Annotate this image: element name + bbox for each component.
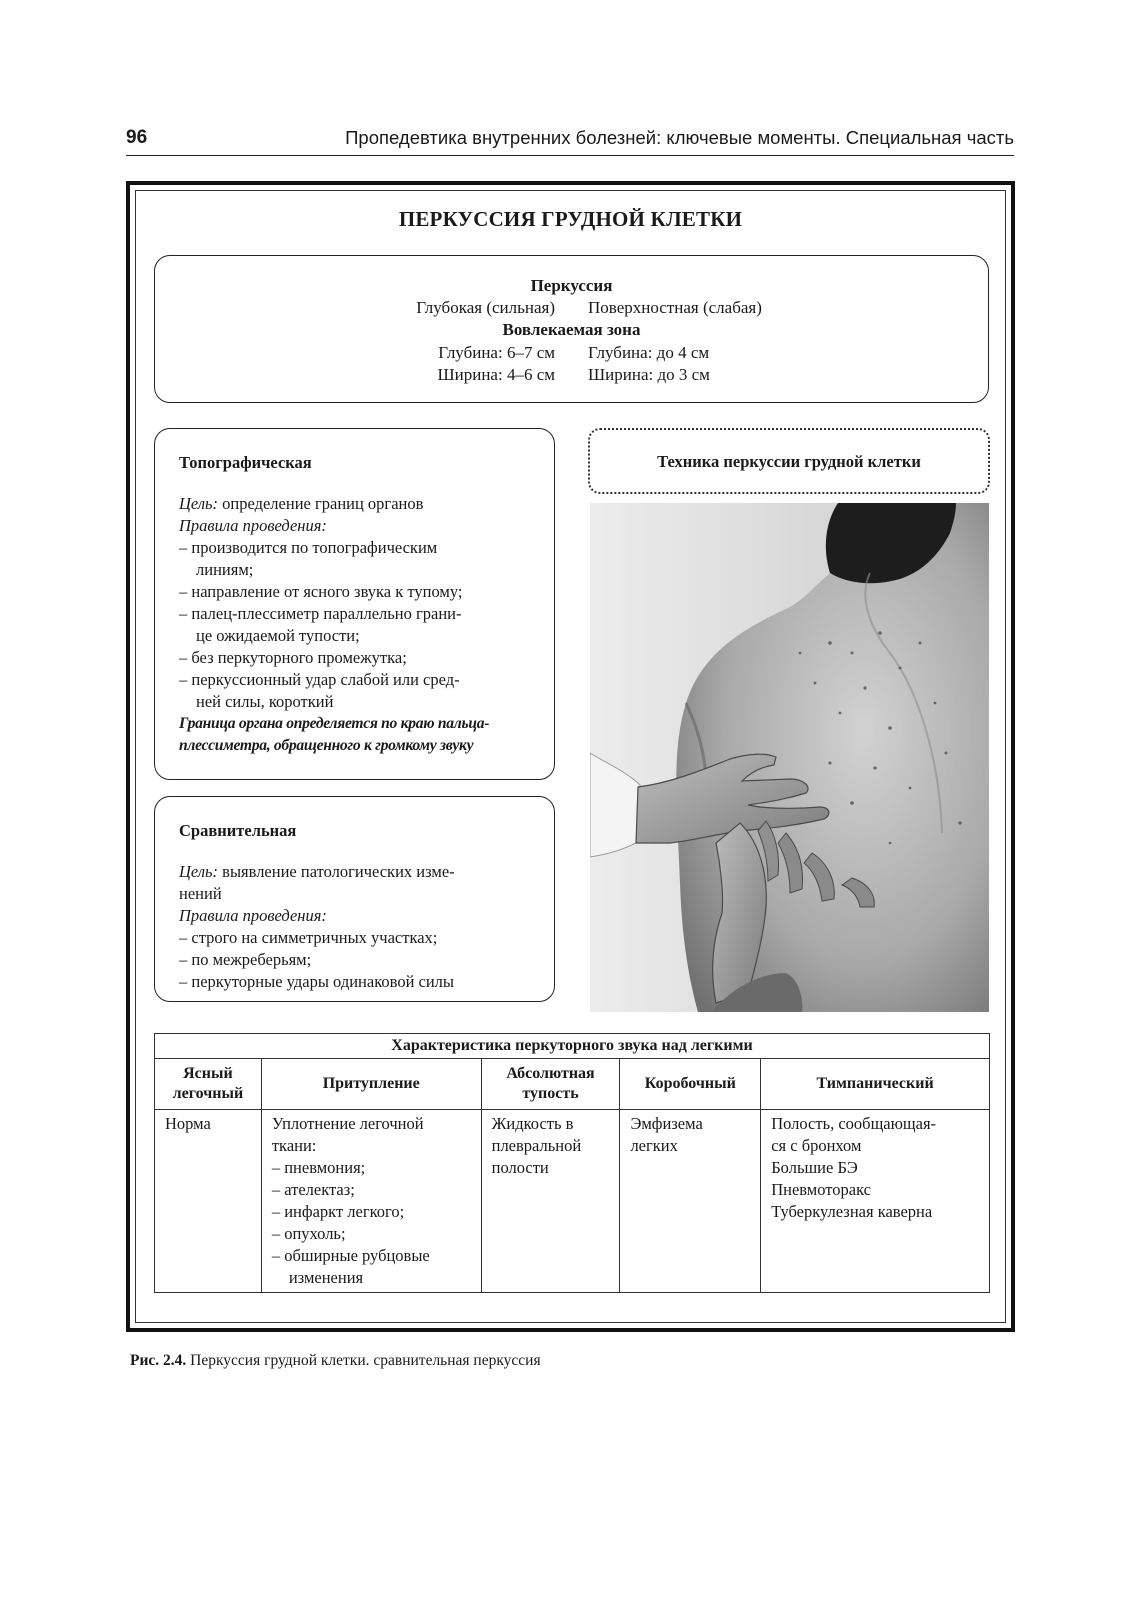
rule-line: – по межреберьям; [179,950,312,969]
rule-line: линиям; [196,560,254,579]
topographic-box [154,428,555,780]
header-tympanic: Тимпанический [761,1059,990,1110]
rule-line: – перкуторные удары одинаковой силы [179,972,454,991]
rules-label: Правила проведения: [179,906,327,925]
header-clear-pulmonary: Ясный легочный [155,1059,262,1110]
rule-line: ней силы, короткий [196,692,334,711]
percussion-photo [590,503,989,1012]
header-box-sound: Коробочный [620,1059,761,1110]
comparative-body [179,861,532,993]
boundary-rule: плессиметра, обращенного к громкому звуку [179,737,474,754]
comparative-box [154,796,555,1002]
percussion-sound-table [154,1033,990,1293]
topographic-body [179,493,532,757]
header-dullness: Притупление [261,1059,481,1110]
rule-line: – без перкуторного промежутка; [179,648,407,667]
technique-box [588,428,990,494]
cell-absolute-dullness: Жидкость в плевральной полости [481,1110,620,1293]
goal-text: выявление патологических изме- [218,862,455,881]
figure-caption-text: Перкуссия грудной клетки. сравнительная перкуссия [186,1352,541,1369]
surface-depth: Глубина: до 4 см [588,343,710,362]
topographic-goal [179,493,532,515]
goal-label: Цель: [179,494,219,513]
percussion-types-box [154,255,989,403]
header-absolute-dullness: Абсолютная тупость [481,1059,620,1110]
goal-text: определение границ органов [218,494,424,513]
rule-line: – строго на симметричных участках; [179,928,438,947]
cell-dullness: Уплотнение легочной ткани: – пневмония; – ателектаз; – инфаркт легкого; – опухоль; – обширные рубцовые изменения [261,1110,481,1293]
cell-tympanic: Полость, сообщающая- ся с бронхом Большие БЭ Пневмоторакс Туберкулезная каверна [761,1110,990,1293]
percussion-heading: Перкуссия [530,276,613,295]
deep-width: Ширина: 4–6 см [437,365,555,384]
surface-percussion-label: Поверхностная (слабая) [588,298,762,317]
table-caption: Характеристика перкуторного звука над легкими [155,1034,990,1059]
rule-line: – производится по топографическим [179,538,438,557]
figure-caption [130,1352,541,1370]
rule-line: це ожидаемой тупости; [196,626,360,645]
zone-heading: Вовлекаемая зона [502,320,641,339]
technique-title: Техника перкуссии грудной клетки [657,452,921,471]
boundary-rule: Граница органа определяется по краю пальца- [179,715,490,732]
cell-box-sound: Эмфизема легких [620,1110,761,1293]
figure-caption-label: Рис. 2.4. [130,1352,187,1369]
rule-line: – перкуссионный удар слабой или сред- [179,670,460,689]
running-title: Пропедевтика внутренних болезней: ключевые моменты. Специальная часть [345,127,1014,148]
table-row [155,1110,990,1293]
deep-depth: Глубина: 6–7 см [438,343,555,362]
figure-frame [126,181,1015,1332]
topographic-title: Топографическая [179,453,312,472]
goal-text-continued: нений [179,884,222,903]
comparative-title: Сравнительная [179,821,297,840]
rules-label: Правила проведения: [179,516,327,535]
goal-label: Цель: [179,862,219,881]
cell-clear-pulmonary: Норма [155,1110,262,1293]
rule-line: – направление от ясного звука к тупому; [179,582,463,601]
figure-title: ПЕРКУССИЯ ГРУДНОЙ КЛЕТКИ [398,207,743,231]
rule-line: – палец-плессиметр параллельно грани- [179,604,462,623]
comparative-goal [179,861,532,883]
page-header [126,127,1014,156]
deep-percussion-label: Глубокая (сильная) [416,298,555,317]
page-number: 96 [126,127,148,148]
surface-width: Ширина: до 3 см [588,365,710,384]
